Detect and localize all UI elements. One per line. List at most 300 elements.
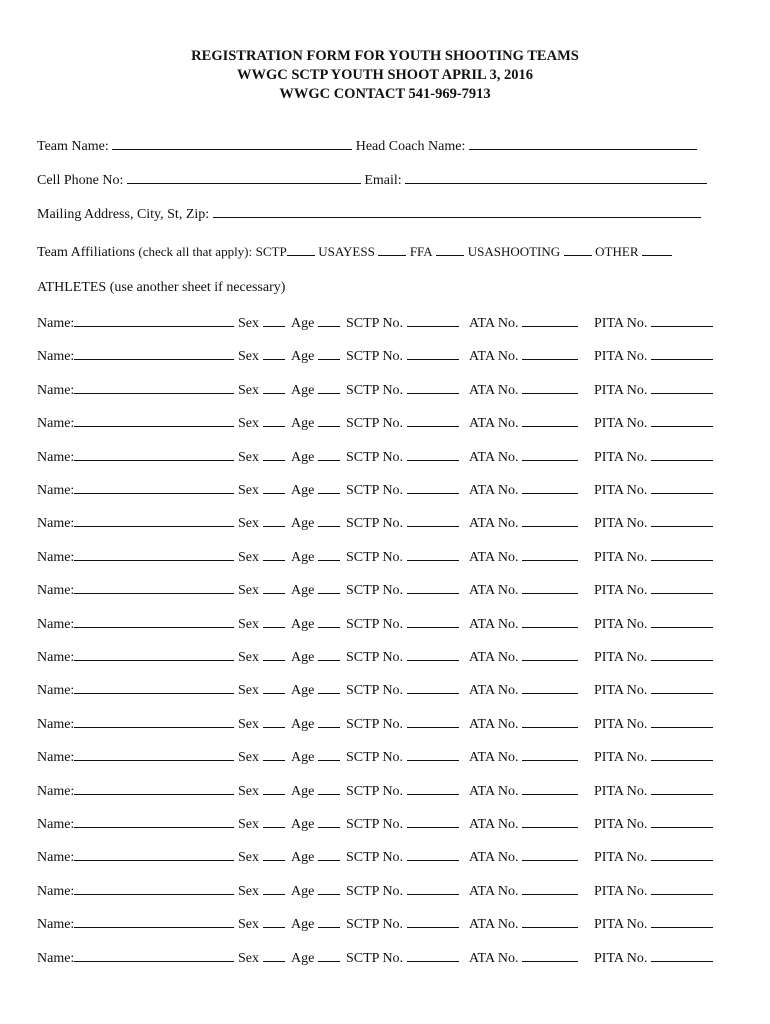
head-coach-label: Head Coach Name:	[355, 139, 466, 154]
athlete-ata-label: ATA No.	[469, 784, 519, 799]
team-name-field[interactable]	[112, 137, 352, 150]
athlete-ata-number-field[interactable]	[522, 715, 578, 728]
athlete-sex-label: Sex	[238, 884, 259, 899]
athlete-name-field[interactable]	[74, 915, 234, 928]
athlete-ata-group	[469, 648, 578, 667]
athlete-sex-label: Sex	[238, 817, 259, 832]
athlete-age-field[interactable]	[318, 848, 340, 861]
athlete-pita-number-field[interactable]	[651, 314, 713, 327]
athlete-sctp-label: SCTP No.	[346, 650, 404, 665]
athlete-ata-group	[469, 748, 578, 767]
mailing-address-label: Mailing Address, City, St, Zip:	[37, 207, 210, 222]
athlete-ata-group	[469, 815, 578, 834]
athlete-ata-label: ATA No.	[469, 383, 519, 398]
athlete-sex-field[interactable]	[263, 949, 285, 962]
athlete-name-field[interactable]	[74, 715, 234, 728]
athlete-sctp-number-field[interactable]	[407, 648, 459, 661]
athlete-sex-group	[238, 815, 285, 834]
athlete-ata-number-field[interactable]	[522, 314, 578, 327]
athlete-sctp-group	[346, 448, 459, 467]
athlete-age-group	[291, 915, 340, 934]
athlete-name-label: Name:	[37, 550, 75, 565]
athlete-sctp-group	[346, 615, 459, 634]
athlete-sctp-label: SCTP No.	[346, 750, 404, 765]
athlete-sctp-number-field[interactable]	[407, 949, 459, 962]
athlete-age-field[interactable]	[318, 481, 340, 494]
athlete-sex-group	[238, 581, 285, 600]
athlete-sctp-number-field[interactable]	[407, 381, 459, 394]
athlete-pita-group	[594, 347, 713, 366]
athlete-name-field[interactable]	[74, 314, 234, 327]
athlete-ata-number-field[interactable]	[522, 949, 578, 962]
athlete-sex-group	[238, 681, 285, 700]
athlete-sctp-group	[346, 915, 459, 934]
athlete-ata-group	[469, 581, 578, 600]
form-title: REGISTRATION FORM FOR YOUTH SHOOTING TEAMS	[191, 48, 579, 64]
team-name-label: Team Name:	[37, 139, 109, 154]
athlete-sex-label: Sex	[238, 383, 259, 398]
mailing-address-field[interactable]	[213, 205, 701, 218]
athlete-age-label: Age	[291, 450, 315, 465]
athlete-age-label: Age	[291, 917, 315, 932]
athlete-sex-field[interactable]	[263, 314, 285, 327]
athlete-pita-label: PITA No.	[594, 884, 648, 899]
athlete-sex-field[interactable]	[263, 381, 285, 394]
athlete-sex-field[interactable]	[263, 782, 285, 795]
athlete-sex-label: Sex	[238, 650, 259, 665]
athlete-sex-field[interactable]	[263, 615, 285, 628]
athlete-sctp-number-field[interactable]	[407, 414, 459, 427]
athlete-ata-group	[469, 681, 578, 700]
athlete-age-field[interactable]	[318, 648, 340, 661]
athlete-sctp-label: SCTP No.	[346, 416, 404, 431]
athlete-sex-group	[238, 347, 285, 366]
athlete-sex-field[interactable]	[263, 481, 285, 494]
athlete-name-field[interactable]	[74, 347, 234, 360]
affiliation-other-check[interactable]	[642, 244, 672, 256]
athlete-age-field[interactable]	[318, 782, 340, 795]
athlete-sctp-label: SCTP No.	[346, 917, 404, 932]
athlete-sctp-number-field[interactable]	[407, 848, 459, 861]
email-field[interactable]	[405, 171, 707, 184]
athlete-ata-label: ATA No.	[469, 316, 519, 331]
athlete-name-field[interactable]	[74, 581, 234, 594]
athlete-ata-label: ATA No.	[469, 750, 519, 765]
athlete-sex-field[interactable]	[263, 681, 285, 694]
athlete-name-field[interactable]	[74, 548, 234, 561]
athlete-ata-number-field[interactable]	[522, 748, 578, 761]
athlete-ata-number-field[interactable]	[522, 882, 578, 895]
athlete-pita-label: PITA No.	[594, 917, 648, 932]
athlete-pita-group	[594, 548, 713, 567]
athlete-sex-field[interactable]	[263, 815, 285, 828]
athlete-ata-group	[469, 882, 578, 901]
athlete-ata-number-field[interactable]	[522, 514, 578, 527]
athlete-ata-number-field[interactable]	[522, 815, 578, 828]
athlete-age-group	[291, 481, 340, 500]
athlete-ata-label: ATA No.	[469, 951, 519, 966]
athlete-sex-field[interactable]	[263, 581, 285, 594]
athlete-name-field[interactable]	[74, 414, 234, 427]
athlete-age-group	[291, 882, 340, 901]
athlete-sctp-number-field[interactable]	[407, 514, 459, 527]
athlete-ata-group	[469, 514, 578, 533]
athlete-age-label: Age	[291, 483, 315, 498]
athlete-pita-group	[594, 648, 713, 667]
athlete-ata-group	[469, 347, 578, 366]
athlete-ata-label: ATA No.	[469, 817, 519, 832]
athlete-age-field[interactable]	[318, 314, 340, 327]
athlete-sctp-label: SCTP No.	[346, 349, 404, 364]
athlete-name-field[interactable]	[74, 681, 234, 694]
cell-phone-field[interactable]	[127, 171, 361, 184]
athlete-pita-label: PITA No.	[594, 750, 648, 765]
affiliation-other: OTHER	[595, 244, 639, 259]
athlete-sctp-number-field[interactable]	[407, 882, 459, 895]
athlete-pita-label: PITA No.	[594, 416, 648, 431]
athlete-age-field[interactable]	[318, 882, 340, 895]
affiliation-sctp: SCTP	[255, 244, 287, 259]
athlete-ata-group	[469, 481, 578, 500]
athlete-ata-label: ATA No.	[469, 349, 519, 364]
athlete-ata-label: ATA No.	[469, 416, 519, 431]
athlete-age-field[interactable]	[318, 748, 340, 761]
athlete-sctp-label: SCTP No.	[346, 784, 404, 799]
athlete-ata-number-field[interactable]	[522, 448, 578, 461]
athlete-sex-label: Sex	[238, 349, 259, 364]
athlete-age-field[interactable]	[318, 514, 340, 527]
athlete-sctp-group	[346, 414, 459, 433]
athlete-name-field[interactable]	[74, 882, 234, 895]
athlete-sex-label: Sex	[238, 617, 259, 632]
athlete-age-label: Age	[291, 516, 315, 531]
affiliations-note: (check all that apply):	[138, 244, 253, 259]
athlete-name-field[interactable]	[74, 481, 234, 494]
athlete-pita-label: PITA No.	[594, 349, 648, 364]
affiliation-ffa-check[interactable]	[436, 244, 464, 256]
athlete-age-field[interactable]	[318, 414, 340, 427]
athlete-sctp-group	[346, 848, 459, 867]
athlete-sex-field[interactable]	[263, 514, 285, 527]
athlete-sctp-label: SCTP No.	[346, 583, 404, 598]
athlete-name-field[interactable]	[74, 448, 234, 461]
athlete-sctp-label: SCTP No.	[346, 850, 404, 865]
athlete-name-group	[37, 681, 234, 700]
email-label: Email:	[364, 173, 402, 188]
athlete-age-group	[291, 347, 340, 366]
athlete-pita-label: PITA No.	[594, 450, 648, 465]
athlete-ata-number-field[interactable]	[522, 381, 578, 394]
athlete-name-label: Name:	[37, 951, 75, 966]
athlete-ata-group	[469, 548, 578, 567]
athlete-sctp-group	[346, 314, 459, 333]
athlete-age-field[interactable]	[318, 548, 340, 561]
athlete-pita-number-field[interactable]	[651, 882, 713, 895]
athlete-sex-field[interactable]	[263, 748, 285, 761]
athlete-sctp-label: SCTP No.	[346, 483, 404, 498]
athlete-pita-group	[594, 815, 713, 834]
athlete-sex-field[interactable]	[263, 448, 285, 461]
athlete-age-group	[291, 448, 340, 467]
athlete-pita-group	[594, 715, 713, 734]
athlete-sex-label: Sex	[238, 784, 259, 799]
affiliations-row	[37, 243, 672, 262]
athlete-age-label: Age	[291, 750, 315, 765]
athlete-age-group	[291, 381, 340, 400]
athlete-sex-field[interactable]	[263, 548, 285, 561]
athlete-name-label: Name:	[37, 750, 75, 765]
athlete-sex-field[interactable]	[263, 347, 285, 360]
athlete-name-group	[37, 314, 234, 333]
athlete-sex-group	[238, 715, 285, 734]
athlete-name-label: Name:	[37, 850, 75, 865]
athlete-sex-group	[238, 481, 285, 500]
athlete-pita-group	[594, 381, 713, 400]
athlete-sex-field[interactable]	[263, 848, 285, 861]
athlete-pita-label: PITA No.	[594, 483, 648, 498]
athlete-pita-number-field[interactable]	[651, 448, 713, 461]
athlete-pita-number-field[interactable]	[651, 915, 713, 928]
athlete-name-label: Name:	[37, 583, 75, 598]
athlete-name-field[interactable]	[74, 381, 234, 394]
athlete-pita-number-field[interactable]	[651, 414, 713, 427]
athlete-age-field[interactable]	[318, 347, 340, 360]
athlete-ata-label: ATA No.	[469, 884, 519, 899]
athlete-sctp-label: SCTP No.	[346, 450, 404, 465]
athlete-pita-group	[594, 615, 713, 634]
athlete-age-label: Age	[291, 383, 315, 398]
athlete-name-label: Name:	[37, 817, 75, 832]
athlete-age-label: Age	[291, 416, 315, 431]
athlete-ata-label: ATA No.	[469, 583, 519, 598]
athlete-ata-label: ATA No.	[469, 717, 519, 732]
athlete-age-label: Age	[291, 650, 315, 665]
athlete-age-group	[291, 581, 340, 600]
athlete-age-field[interactable]	[318, 448, 340, 461]
athlete-sctp-number-field[interactable]	[407, 314, 459, 327]
athlete-ata-label: ATA No.	[469, 683, 519, 698]
athlete-pita-group	[594, 882, 713, 901]
athlete-sctp-label: SCTP No.	[346, 817, 404, 832]
athlete-pita-number-field[interactable]	[651, 347, 713, 360]
athlete-sex-group	[238, 782, 285, 801]
athlete-ata-number-field[interactable]	[522, 782, 578, 795]
athlete-sctp-number-field[interactable]	[407, 715, 459, 728]
athlete-sctp-group	[346, 949, 459, 968]
affiliation-usayess-check[interactable]	[378, 244, 406, 256]
athlete-pita-label: PITA No.	[594, 850, 648, 865]
athlete-name-field[interactable]	[74, 514, 234, 527]
athlete-age-field[interactable]	[318, 615, 340, 628]
athlete-ata-number-field[interactable]	[522, 481, 578, 494]
athlete-pita-number-field[interactable]	[651, 581, 713, 594]
athlete-sex-label: Sex	[238, 483, 259, 498]
athlete-name-label: Name:	[37, 383, 75, 398]
team-name-row	[37, 137, 697, 156]
head-coach-field[interactable]	[469, 137, 697, 150]
athlete-ata-number-field[interactable]	[522, 615, 578, 628]
athlete-age-label: Age	[291, 617, 315, 632]
athlete-ata-number-field[interactable]	[522, 581, 578, 594]
athlete-name-label: Name:	[37, 884, 75, 899]
athlete-sctp-number-field[interactable]	[407, 615, 459, 628]
athlete-age-field[interactable]	[318, 381, 340, 394]
form-header	[0, 47, 770, 104]
athlete-pita-label: PITA No.	[594, 583, 648, 598]
athlete-sctp-number-field[interactable]	[407, 782, 459, 795]
athlete-pita-number-field[interactable]	[651, 514, 713, 527]
athlete-sex-field[interactable]	[263, 915, 285, 928]
athlete-ata-number-field[interactable]	[522, 648, 578, 661]
athlete-age-label: Age	[291, 951, 315, 966]
athlete-age-label: Age	[291, 717, 315, 732]
athlete-sex-field[interactable]	[263, 715, 285, 728]
athlete-pita-number-field[interactable]	[651, 381, 713, 394]
affiliations-label: Team Affiliations	[37, 245, 135, 260]
athlete-sctp-number-field[interactable]	[407, 548, 459, 561]
athlete-pita-number-field[interactable]	[651, 681, 713, 694]
athlete-age-group	[291, 848, 340, 867]
athlete-ata-number-field[interactable]	[522, 681, 578, 694]
athlete-pita-label: PITA No.	[594, 516, 648, 531]
athlete-pita-number-field[interactable]	[651, 748, 713, 761]
athlete-ata-group	[469, 615, 578, 634]
athlete-name-label: Name:	[37, 349, 75, 364]
athlete-sex-group	[238, 848, 285, 867]
athlete-age-label: Age	[291, 683, 315, 698]
contact-line: WWGC CONTACT 541-969-7913	[279, 86, 491, 102]
athlete-pita-number-field[interactable]	[651, 815, 713, 828]
athlete-name-group	[37, 815, 234, 834]
athlete-pita-group	[594, 949, 713, 968]
athlete-sctp-number-field[interactable]	[407, 347, 459, 360]
athlete-name-field[interactable]	[74, 782, 234, 795]
affiliation-sctp-check[interactable]	[287, 244, 315, 256]
athlete-ata-number-field[interactable]	[522, 347, 578, 360]
athlete-name-group	[37, 481, 234, 500]
athlete-sex-label: Sex	[238, 951, 259, 966]
athlete-name-label: Name:	[37, 650, 75, 665]
athlete-name-group	[37, 581, 234, 600]
athlete-name-label: Name:	[37, 917, 75, 932]
athlete-pita-group	[594, 782, 713, 801]
athlete-ata-group	[469, 414, 578, 433]
athlete-sctp-group	[346, 381, 459, 400]
athlete-name-field[interactable]	[74, 748, 234, 761]
athlete-sex-label: Sex	[238, 850, 259, 865]
affiliation-usayess: USAYESS	[318, 244, 375, 259]
athlete-pita-label: PITA No.	[594, 650, 648, 665]
athlete-sex-group	[238, 514, 285, 533]
athlete-ata-number-field[interactable]	[522, 414, 578, 427]
athlete-pita-label: PITA No.	[594, 717, 648, 732]
athlete-ata-number-field[interactable]	[522, 915, 578, 928]
athlete-name-field[interactable]	[74, 848, 234, 861]
athlete-pita-number-field[interactable]	[651, 949, 713, 962]
athlete-sctp-label: SCTP No.	[346, 316, 404, 331]
athlete-age-group	[291, 648, 340, 667]
athlete-pita-number-field[interactable]	[651, 481, 713, 494]
athlete-sctp-number-field[interactable]	[407, 815, 459, 828]
athlete-sctp-group	[346, 648, 459, 667]
athlete-name-label: Name:	[37, 483, 75, 498]
athlete-age-field[interactable]	[318, 949, 340, 962]
athlete-age-label: Age	[291, 850, 315, 865]
athlete-ata-number-field[interactable]	[522, 848, 578, 861]
athlete-sex-label: Sex	[238, 583, 259, 598]
athlete-ata-label: ATA No.	[469, 850, 519, 865]
athlete-age-field[interactable]	[318, 815, 340, 828]
athlete-sctp-group	[346, 748, 459, 767]
athlete-sex-group	[238, 949, 285, 968]
athlete-sctp-group	[346, 782, 459, 801]
athlete-age-field[interactable]	[318, 581, 340, 594]
athlete-name-group	[37, 347, 234, 366]
athlete-pita-number-field[interactable]	[651, 548, 713, 561]
athlete-sctp-number-field[interactable]	[407, 681, 459, 694]
athlete-sctp-number-field[interactable]	[407, 915, 459, 928]
athlete-name-label: Name:	[37, 617, 75, 632]
athlete-sctp-label: SCTP No.	[346, 617, 404, 632]
athlete-sex-label: Sex	[238, 717, 259, 732]
athlete-sex-field[interactable]	[263, 414, 285, 427]
athlete-age-field[interactable]	[318, 681, 340, 694]
athlete-age-group	[291, 782, 340, 801]
athlete-sctp-number-field[interactable]	[407, 448, 459, 461]
athlete-sex-field[interactable]	[263, 882, 285, 895]
athlete-name-group	[37, 615, 234, 634]
athlete-ata-group	[469, 381, 578, 400]
athlete-sex-label: Sex	[238, 750, 259, 765]
athlete-sctp-number-field[interactable]	[407, 748, 459, 761]
athlete-name-field[interactable]	[74, 949, 234, 962]
athlete-name-group	[37, 782, 234, 801]
athlete-pita-number-field[interactable]	[651, 848, 713, 861]
athlete-ata-label: ATA No.	[469, 650, 519, 665]
athlete-pita-group	[594, 581, 713, 600]
athlete-name-field[interactable]	[74, 615, 234, 628]
athlete-sex-group	[238, 615, 285, 634]
athlete-age-field[interactable]	[318, 915, 340, 928]
athlete-sctp-label: SCTP No.	[346, 550, 404, 565]
athlete-sctp-label: SCTP No.	[346, 516, 404, 531]
athlete-name-field[interactable]	[74, 648, 234, 661]
athlete-pita-number-field[interactable]	[651, 615, 713, 628]
athlete-pita-label: PITA No.	[594, 683, 648, 698]
athlete-sctp-group	[346, 815, 459, 834]
athlete-name-field[interactable]	[74, 815, 234, 828]
athlete-sctp-group	[346, 347, 459, 366]
athlete-sctp-number-field[interactable]	[407, 481, 459, 494]
athlete-ata-number-field[interactable]	[522, 548, 578, 561]
athlete-pita-number-field[interactable]	[651, 782, 713, 795]
athlete-sctp-label: SCTP No.	[346, 884, 404, 899]
athlete-name-group	[37, 381, 234, 400]
athlete-pita-group	[594, 748, 713, 767]
athlete-name-group	[37, 949, 234, 968]
athlete-sex-field[interactable]	[263, 648, 285, 661]
affiliation-usashooting-check[interactable]	[564, 244, 592, 256]
athlete-age-field[interactable]	[318, 715, 340, 728]
athlete-pita-group	[594, 414, 713, 433]
athlete-sctp-number-field[interactable]	[407, 581, 459, 594]
athlete-sex-group	[238, 648, 285, 667]
athlete-ata-group	[469, 782, 578, 801]
athlete-age-label: Age	[291, 550, 315, 565]
athlete-pita-number-field[interactable]	[651, 715, 713, 728]
athlete-sctp-group	[346, 681, 459, 700]
athlete-pita-number-field[interactable]	[651, 648, 713, 661]
